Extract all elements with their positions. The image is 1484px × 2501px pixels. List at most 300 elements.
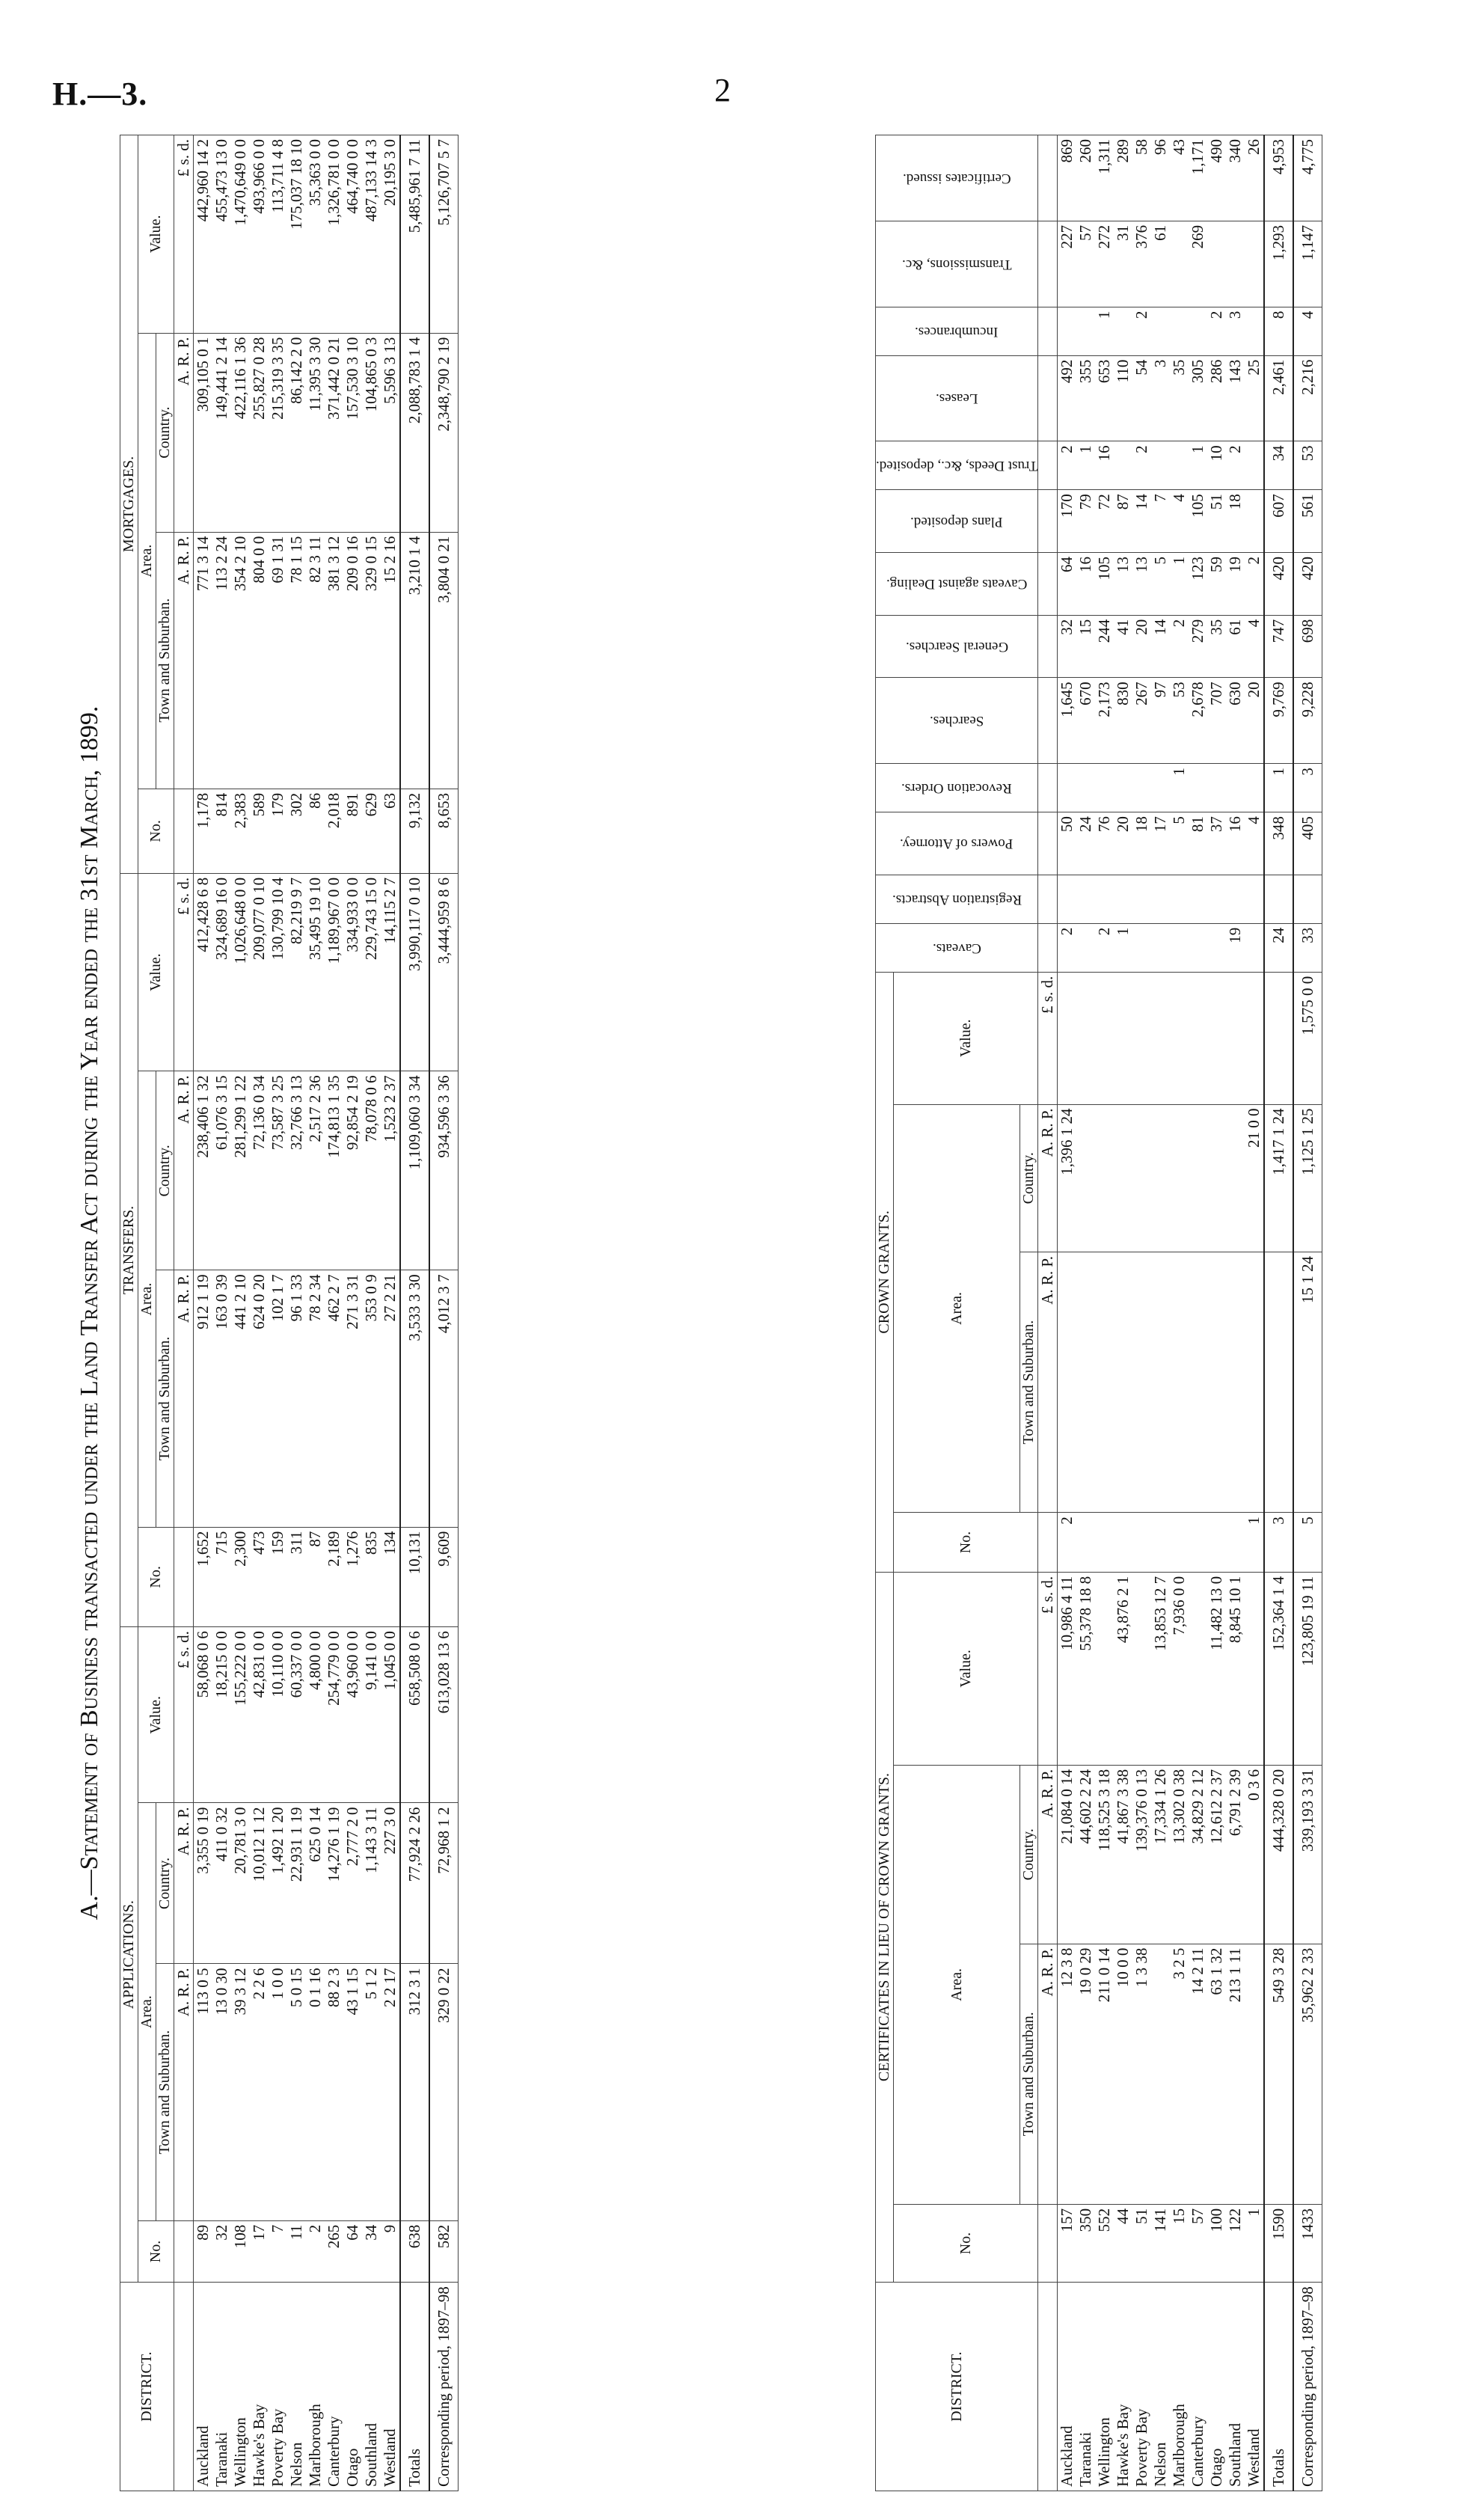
cell-m-town: 78 1 15: [287, 532, 306, 789]
cell-t-country: 2,517 2 36: [306, 1071, 325, 1270]
cell-a-value: 1,045 0 0: [381, 1627, 400, 1803]
table-row: [1207, 135, 1226, 2491]
cell-gen: 279: [1189, 615, 1207, 678]
units-value: £ s. d.: [174, 135, 194, 334]
corresponding-c-country: 339,193 3 31: [1293, 1765, 1322, 1944]
district-cell: Marlborough: [306, 2283, 325, 2491]
district-cell: Nelson: [287, 2283, 306, 2491]
cell-g-country: [1151, 1104, 1170, 1252]
cell-gen: 35: [1207, 615, 1226, 678]
cell-t-no: 134: [381, 1527, 400, 1626]
totals-m-country: 2,088,783 1 4: [400, 333, 429, 532]
cell-g-no: [1095, 1513, 1114, 1573]
cell-m-country: 255,827 0 28: [250, 333, 269, 532]
cell-g-value: [1132, 972, 1151, 1104]
totals-c-value: 152,364 1 4: [1264, 1572, 1293, 1765]
cell-c-country: 21,084 0 14: [1058, 1765, 1077, 1944]
cell-m-no: 86: [306, 789, 325, 873]
table-row: [362, 135, 381, 2491]
mo-area-header: Area.: [138, 333, 156, 789]
corresponding-trans: 1,147: [1293, 221, 1322, 307]
table-row: [1076, 135, 1095, 2491]
cell-powers: 4: [1245, 812, 1264, 875]
cell-c-town: 213 1 11: [1226, 1944, 1245, 2204]
app-country-header: Country.: [156, 1803, 174, 1964]
cell-c-no: 57: [1189, 2204, 1207, 2282]
totals-a-no: 638: [400, 2220, 429, 2283]
cert-no-header: No.: [894, 2204, 1038, 2282]
table2-body: [1058, 135, 1265, 2491]
revocation-header: Revocation Orders.: [901, 780, 1012, 797]
cell-gen: 61: [1226, 615, 1245, 678]
cell-m-town: 69 1 31: [269, 532, 287, 789]
cell-reg: [1170, 875, 1189, 923]
cell-plans: 87: [1114, 490, 1132, 553]
table-row: [1058, 135, 1077, 2491]
district-cell: Wellington: [231, 2283, 250, 2491]
totals-certs: 4,953: [1264, 135, 1293, 221]
cell-t-no: 2,300: [231, 1527, 250, 1626]
table-row: [381, 135, 400, 2491]
corresponding-m-value: 5,126,707 5 7: [429, 135, 459, 334]
cell-g-town: [1132, 1252, 1151, 1512]
cell-incum: 3: [1226, 307, 1245, 355]
table-row: [231, 135, 250, 2491]
corresponding-row: [1293, 135, 1322, 2491]
cell-a-no: 108: [231, 2220, 250, 2283]
cell-t-country: 92,854 2 19: [343, 1071, 362, 1270]
table-row: [1226, 135, 1245, 2491]
cell-m-no: 302: [287, 789, 306, 873]
certificates-header: CERTIFICATES IN LIEU OF CROWN GRANTS.: [876, 1572, 894, 2282]
cell-t-country: 78,078 0 6: [362, 1071, 381, 1270]
grant-no-header: No.: [894, 1513, 1038, 1573]
cell-trans: 227: [1058, 221, 1077, 307]
cell-trans: 57: [1076, 221, 1095, 307]
cell-certs: 26: [1245, 135, 1264, 221]
totals-t-value: 3,990,117 0 10: [400, 873, 429, 1071]
cell-c-value: 11,482 13 0: [1207, 1572, 1226, 1765]
cell-plans: 4: [1170, 490, 1189, 553]
cell-m-value: 1,326,781 0 0: [325, 135, 343, 334]
cell-c-country: 17,334 1 26: [1151, 1765, 1170, 1944]
cell-a-value: 58,068 0 6: [194, 1627, 213, 1803]
cell-a-town: 88 2 3: [325, 1964, 343, 2220]
totals-row: [400, 135, 429, 2491]
cell-trust: 1: [1076, 441, 1095, 490]
cell-g-no: [1132, 1513, 1151, 1573]
cell-a-no: 11: [287, 2220, 306, 2283]
cell-reg: [1095, 875, 1114, 923]
cell-a-no: 265: [325, 2220, 343, 2283]
corresponding-g-country: 1,125 1 25: [1293, 1104, 1322, 1252]
page-number: 2: [714, 72, 731, 108]
cell-c-no: 44: [1114, 2204, 1132, 2282]
grant-area-header: Area.: [894, 1104, 1020, 1513]
cell-c-value: 43,876 2 1: [1114, 1572, 1132, 1765]
cell-caveats: 1: [1114, 923, 1132, 972]
cell-m-no: 891: [343, 789, 362, 873]
district-cell: Taranaki: [1076, 2283, 1095, 2491]
corresponding-c-no: 1433: [1293, 2204, 1322, 2282]
district-cell: Poverty Bay: [1132, 2283, 1151, 2491]
cell-powers: 76: [1095, 812, 1114, 875]
cell-trans: 269: [1189, 221, 1207, 307]
totals-m-value: 5,485,961 7 11: [400, 135, 429, 334]
cell-t-no: 87: [306, 1527, 325, 1626]
cell-revoc: [1058, 764, 1077, 812]
district-cell: Canterbury: [1189, 2283, 1207, 2491]
cell-trust: 2: [1132, 441, 1151, 490]
cell-c-country: 44,602 2 24: [1076, 1765, 1095, 1944]
cell-g-no: [1207, 1513, 1226, 1573]
cell-t-country: 281,299 1 22: [231, 1071, 250, 1270]
corresponding-m-no: 8,653: [429, 789, 459, 873]
cell-powers: 17: [1151, 812, 1170, 875]
cell-t-town: 912 1 19: [194, 1270, 213, 1527]
cell-plans: [1245, 490, 1264, 553]
cell-cav-against: 64: [1058, 553, 1077, 616]
cell-m-country: 215,319 3 35: [269, 333, 287, 532]
cell-powers: 81: [1189, 812, 1207, 875]
cell-gen: 15: [1076, 615, 1095, 678]
page-title: A.—Statement of Business transacted under the Land Transfer Act during the Year ended the 31st March, 1899.: [76, 705, 103, 1920]
cell-caveats: [1245, 923, 1264, 972]
corresponding-g-no: 5: [1293, 1513, 1322, 1573]
cell-a-country: 625 0 14: [306, 1803, 325, 1964]
transmissions-header: Transmissions, &c.: [901, 256, 1012, 272]
cell-searches: 1,645: [1058, 678, 1077, 764]
cell-t-value: 14,115 2 7: [381, 873, 400, 1071]
cell-c-no: 350: [1076, 2204, 1095, 2282]
table-row: [343, 135, 362, 2491]
cell-certs: 289: [1114, 135, 1132, 221]
cell-incum: [1189, 307, 1207, 355]
cell-reg: [1189, 875, 1207, 923]
cell-g-town: [1151, 1252, 1170, 1512]
cell-a-town: 39 3 12: [231, 1964, 250, 2220]
transfers-header: TRANSFERS.: [120, 873, 138, 1626]
cell-m-town: 804 0 0: [250, 532, 269, 789]
cell-reg: [1058, 875, 1077, 923]
cert-town-header: Town and Suburban.: [1020, 1944, 1038, 2204]
cell-powers: 20: [1114, 812, 1132, 875]
cell-a-value: 10,110 0 0: [269, 1627, 287, 1803]
cell-trans: 272: [1095, 221, 1114, 307]
cell-c-value: [1189, 1572, 1207, 1765]
corresponding-a-town: 329 0 22: [429, 1964, 459, 2220]
cell-c-town: [1151, 1944, 1170, 2204]
cell-m-country: 5,596 3 13: [381, 333, 400, 532]
cell-certs: 96: [1151, 135, 1170, 221]
cell-t-no: 1,276: [343, 1527, 362, 1626]
cell-m-country: 157,530 3 10: [343, 333, 362, 532]
cell-incum: [1245, 307, 1264, 355]
cell-incum: 2: [1207, 307, 1226, 355]
table-row: [1132, 135, 1151, 2491]
cell-caveats: [1207, 923, 1226, 972]
plans-header: Plans deposited.: [910, 513, 1003, 530]
cell-m-no: 63: [381, 789, 400, 873]
cell-c-country: 0 3 6: [1245, 1765, 1264, 1944]
cell-a-value: 155,222 0 0: [231, 1627, 250, 1803]
registration-header: Registration Abstracts.: [892, 891, 1022, 907]
district-cell: Canterbury: [325, 2283, 343, 2491]
cell-m-country: 422,116 1 36: [231, 333, 250, 532]
cell-reg: [1132, 875, 1151, 923]
cell-g-town: [1207, 1252, 1226, 1512]
cell-plans: 105: [1189, 490, 1207, 553]
cell-g-town: [1170, 1252, 1189, 1512]
cell-g-value: [1151, 972, 1170, 1104]
cell-t-town: 271 3 31: [343, 1270, 362, 1527]
corresponding-m-country: 2,348,790 2 19: [429, 333, 459, 532]
totals-reg: [1264, 875, 1293, 923]
cell-trans: [1245, 221, 1264, 307]
mo-value-header: Value.: [138, 135, 174, 334]
cell-m-no: 2,018: [325, 789, 343, 873]
cell-g-country: [1189, 1104, 1207, 1252]
cell-a-town: 2 2 17: [381, 1964, 400, 2220]
app-area-header: Area.: [138, 1803, 156, 2220]
mortgages-header: MORTGAGES.: [120, 135, 138, 874]
cell-m-value: 113,711 4 8: [269, 135, 287, 334]
tr-country-header: Country.: [156, 1071, 174, 1270]
corresponding-t-town: 4,012 3 7: [429, 1270, 459, 1527]
cell-c-town: 3 2 5: [1170, 1944, 1189, 2204]
cell-leases: 143: [1226, 355, 1245, 441]
cell-certs: 58: [1132, 135, 1151, 221]
cell-revoc: [1151, 764, 1170, 812]
district-cell: Auckland: [194, 2283, 213, 2491]
cell-cav-against: 1: [1170, 553, 1189, 616]
cell-m-value: 1,470,649 0 0: [231, 135, 250, 334]
cell-c-town: 1 3 38: [1132, 1944, 1151, 2204]
cell-plans: 18: [1226, 490, 1245, 553]
cell-caveats: 2: [1058, 923, 1077, 972]
cell-t-country: 61,076 3 15: [212, 1071, 231, 1270]
cell-t-country: 73,587 3 25: [269, 1071, 287, 1270]
cell-m-country: 86,142 2 0: [287, 333, 306, 532]
cell-trans: 61: [1151, 221, 1170, 307]
cell-cav-against: 13: [1132, 553, 1151, 616]
cell-t-value: 412,428 6 8: [194, 873, 213, 1071]
cell-a-no: 17: [250, 2220, 269, 2283]
cell-cav-against: 16: [1076, 553, 1095, 616]
cell-a-no: 9: [381, 2220, 400, 2283]
cell-c-country: 34,829 2 12: [1189, 1765, 1207, 1944]
cell-c-value: 10,986 4 11: [1058, 1572, 1077, 1765]
cell-c-value: [1132, 1572, 1151, 1765]
cell-t-value: 334,933 0 0: [343, 873, 362, 1071]
cell-c-town: 12 3 8: [1058, 1944, 1077, 2204]
cell-cav-against: 105: [1095, 553, 1114, 616]
district-cell: Otago: [1207, 2283, 1226, 2491]
cell-a-country: 3,355 0 19: [194, 1803, 213, 1964]
cell-c-no: 141: [1151, 2204, 1170, 2282]
corresponding-a-country: 72,968 1 2: [429, 1803, 459, 1964]
cell-searches: 20: [1245, 678, 1264, 764]
cell-certs: 1,311: [1095, 135, 1114, 221]
cell-a-no: 7: [269, 2220, 287, 2283]
cell-a-town: 5 0 15: [287, 1964, 306, 2220]
cell-t-no: 2,189: [325, 1527, 343, 1626]
cell-g-no: [1114, 1513, 1132, 1573]
cell-searches: 830: [1114, 678, 1132, 764]
cell-certs: 1,171: [1189, 135, 1207, 221]
cell-revoc: [1189, 764, 1207, 812]
cell-revoc: 1: [1170, 764, 1189, 812]
cell-a-town: 113 0 5: [194, 1964, 213, 2220]
totals-searches: 9,769: [1264, 678, 1293, 764]
cell-g-country: [1226, 1104, 1245, 1252]
tr-value-header: Value.: [138, 873, 174, 1071]
general-searches-header: General Searches.: [905, 639, 1008, 655]
cell-leases: 492: [1058, 355, 1077, 441]
cell-leases: 54: [1132, 355, 1151, 441]
cell-a-value: 9,141 0 0: [362, 1627, 381, 1803]
cell-leases: 653: [1095, 355, 1114, 441]
cell-c-value: 13,853 12 7: [1151, 1572, 1170, 1765]
cell-m-value: 464,740 0 0: [343, 135, 362, 334]
district-cell: Southland: [1226, 2283, 1245, 2491]
cell-m-town: 329 0 15: [362, 532, 381, 789]
totals-t-no: 10,131: [400, 1527, 429, 1626]
cell-a-country: 1,492 1 20: [269, 1803, 287, 1964]
cell-a-value: 254,779 0 0: [325, 1627, 343, 1803]
cell-cav-against: 59: [1207, 553, 1226, 616]
district-cell: Nelson: [1151, 2283, 1170, 2491]
cell-leases: 25: [1245, 355, 1264, 441]
cell-m-country: 371,442 0 21: [325, 333, 343, 532]
cell-c-value: 55,378 18 8: [1076, 1572, 1095, 1765]
cell-a-no: 34: [362, 2220, 381, 2283]
table-row: [269, 135, 287, 2491]
cell-a-no: 32: [212, 2220, 231, 2283]
corresponding-c-town: 35,962 2 33: [1293, 1944, 1322, 2204]
app-no-header: No.: [138, 2220, 174, 2283]
corresponding-incum: 4: [1293, 307, 1322, 355]
table1-summary: [400, 135, 459, 2491]
units-area: A. R. P.: [174, 333, 194, 532]
cell-t-no: 473: [250, 1527, 269, 1626]
cell-powers: 18: [1132, 812, 1151, 875]
tr-no-header: No.: [138, 1527, 174, 1626]
cell-m-value: 493,966 0 0: [250, 135, 269, 334]
cell-c-country: 13,302 0 38: [1170, 1765, 1189, 1944]
corresponding-g-value: 1,575 0 0: [1293, 972, 1322, 1104]
tr-area-header: Area.: [138, 1071, 156, 1527]
cell-t-no: 835: [362, 1527, 381, 1626]
table-row: [250, 135, 269, 2491]
corresponding-g-town: 15 1 24: [1293, 1252, 1322, 1512]
cell-a-country: 411 0 32: [212, 1803, 231, 1964]
cell-c-no: 157: [1058, 2204, 1077, 2282]
cell-t-country: 72,136 0 34: [250, 1071, 269, 1270]
certificates-issued-header: Certificates issued.: [902, 170, 1011, 186]
cell-plans: 72: [1095, 490, 1114, 553]
cell-c-country: 6,791 2 39: [1226, 1765, 1245, 1944]
totals-c-country: 444,328 0 20: [1264, 1765, 1293, 1944]
cell-c-town: 63 1 32: [1207, 1944, 1226, 2204]
cell-c-no: 100: [1207, 2204, 1226, 2282]
district-cell: Auckland: [1058, 2283, 1077, 2491]
totals-leases: 2,461: [1264, 355, 1293, 441]
cell-searches: 2,173: [1095, 678, 1114, 764]
cell-t-no: 311: [287, 1527, 306, 1626]
cell-gen: 14: [1151, 615, 1170, 678]
cell-c-town: 10 0 0: [1114, 1944, 1132, 2204]
cell-g-no: [1226, 1513, 1245, 1573]
units-area: A. R. P.: [1038, 1765, 1058, 1944]
corresponding-cav-against: 420: [1293, 553, 1322, 616]
cell-c-no: 122: [1226, 2204, 1245, 2282]
cell-m-country: 104,865 0 3: [362, 333, 381, 532]
table-row: [1151, 135, 1170, 2491]
cell-plans: 79: [1076, 490, 1095, 553]
cell-certs: 869: [1058, 135, 1077, 221]
cell-incum: [1058, 307, 1077, 355]
cell-searches: 53: [1170, 678, 1189, 764]
mo-town-header: Town and Suburban.: [156, 532, 174, 789]
corresponding-t-no: 9,609: [429, 1527, 459, 1626]
cell-trans: [1170, 221, 1189, 307]
cell-reg: [1245, 875, 1264, 923]
corresponding-a-no: 582: [429, 2220, 459, 2283]
cell-powers: 16: [1226, 812, 1245, 875]
cell-m-no: 2,383: [231, 789, 250, 873]
table-row: [287, 135, 306, 2491]
cell-a-value: 18,215 0 0: [212, 1627, 231, 1803]
district-cell: Otago: [343, 2283, 362, 2491]
cell-trust: 16: [1095, 441, 1114, 490]
cell-m-country: 11,395 3 30: [306, 333, 325, 532]
units-value: £ s. d.: [1038, 1572, 1058, 1765]
corresponding-m-town: 3,804 0 21: [429, 532, 459, 789]
cell-trust: 2: [1058, 441, 1077, 490]
cell-searches: 2,678: [1189, 678, 1207, 764]
corresponding-plans: 561: [1293, 490, 1322, 553]
cell-g-no: 2: [1058, 1513, 1077, 1573]
cell-t-town: 27 2 21: [381, 1270, 400, 1527]
cell-t-town: 353 0 9: [362, 1270, 381, 1527]
units-value: £ s. d.: [174, 1627, 194, 1803]
cell-a-town: 43 1 15: [343, 1964, 362, 2220]
cell-reg: [1114, 875, 1132, 923]
applications-header: APPLICATIONS.: [120, 1627, 138, 2283]
cell-g-town: [1114, 1252, 1132, 1512]
cell-a-country: 1,143 3 11: [362, 1803, 381, 1964]
cell-g-country: [1170, 1104, 1189, 1252]
cell-a-country: 227 3 0: [381, 1803, 400, 1964]
cell-t-town: 96 1 33: [287, 1270, 306, 1527]
cell-cav-against: 5: [1151, 553, 1170, 616]
cell-m-country: 149,441 2 14: [212, 333, 231, 532]
cell-incum: [1076, 307, 1095, 355]
corresponding-trust: 53: [1293, 441, 1322, 490]
totals-t-town: 3,533 3 30: [400, 1270, 429, 1527]
district-cell: Taranaki: [212, 2283, 231, 2491]
cell-leases: 305: [1189, 355, 1207, 441]
cell-incum: 1: [1095, 307, 1114, 355]
district-cell: Wellington: [1095, 2283, 1114, 2491]
cell-g-town: [1058, 1252, 1077, 1512]
table-row: [1189, 135, 1207, 2491]
cell-c-country: 139,376 0 13: [1132, 1765, 1151, 1944]
cell-caveats: [1170, 923, 1189, 972]
cell-caveats: 19: [1226, 923, 1245, 972]
cell-revoc: [1226, 764, 1245, 812]
